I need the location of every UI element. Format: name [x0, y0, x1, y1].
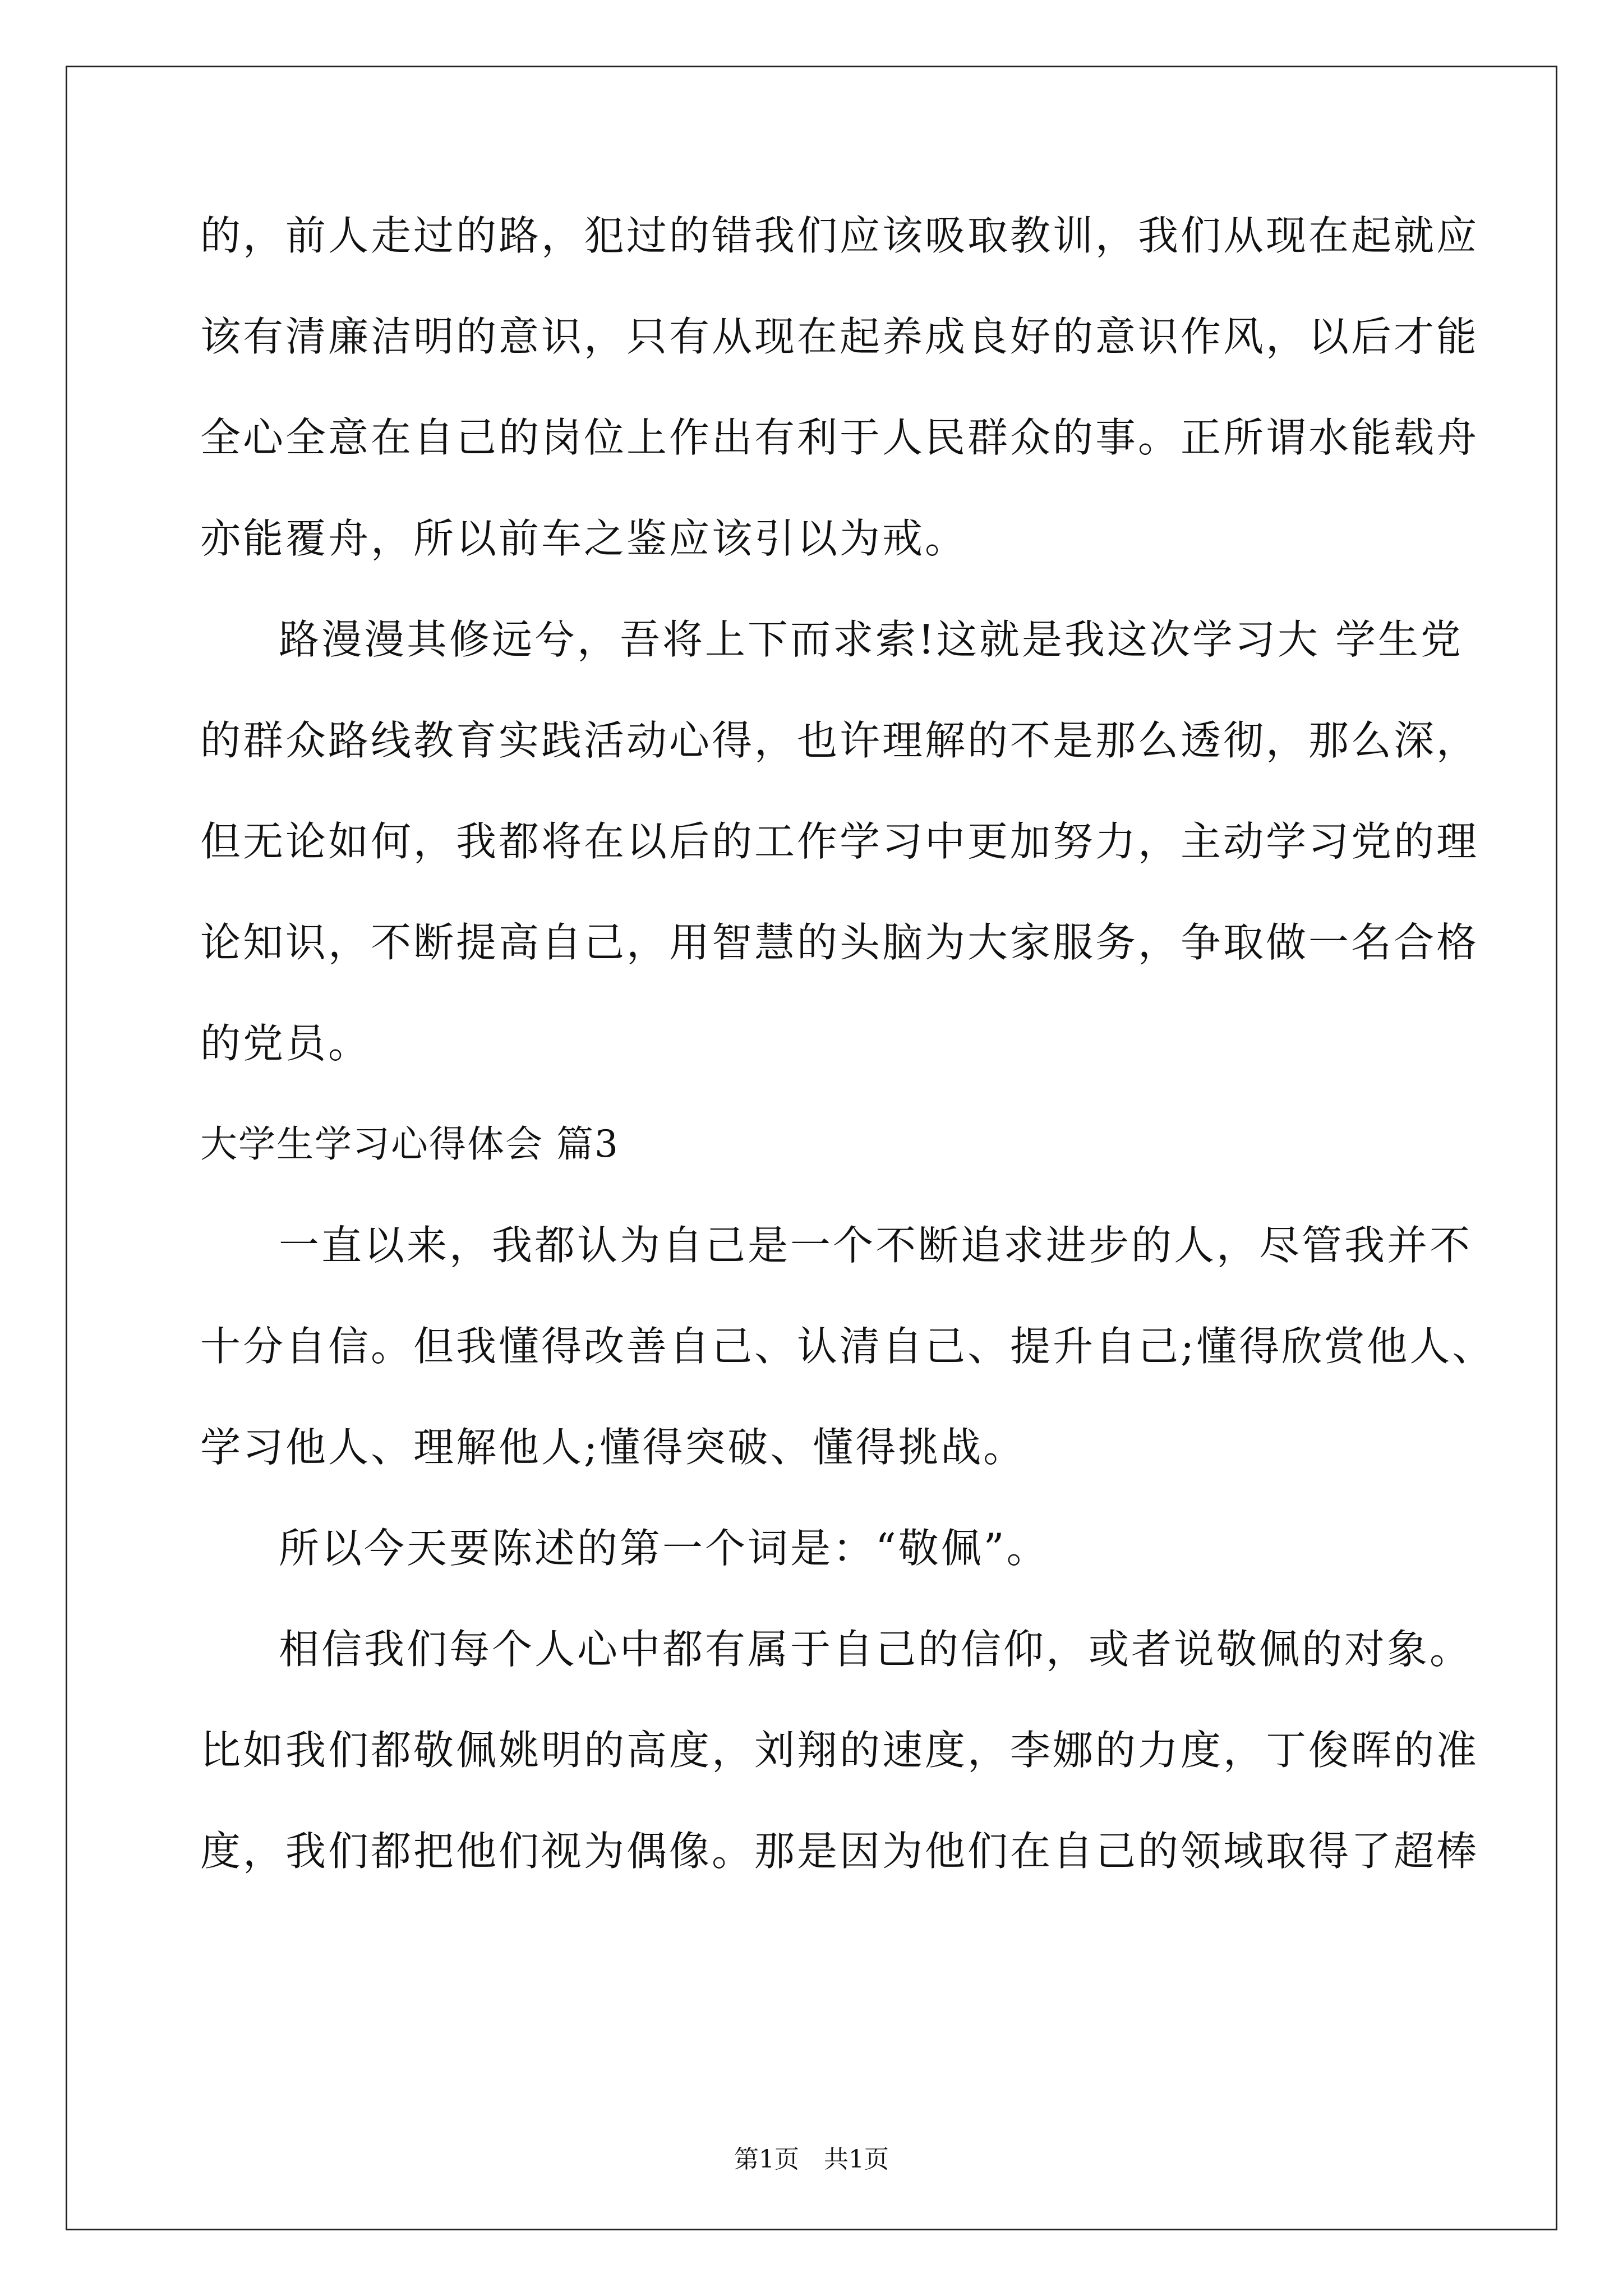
page-footer: 第1页 共1页: [734, 2145, 889, 2174]
text-line: 度，我们都把他们视为偶像。那是因为他们在自己的领域取得了超棒: [200, 1828, 1479, 1875]
section-heading: 大学生学习心得体会 篇3: [200, 1122, 619, 1166]
text-line: 的党员。: [200, 1020, 371, 1067]
text-line: 的，前人走过的路，犯过的错我们应该吸取教训，我们从现在起就应: [200, 212, 1479, 259]
text-line: 十分自信。但我懂得改善自己、认清自己、提升自己;懂得欣赏他人、: [200, 1323, 1495, 1370]
text-line: 学习他人、理解他人;懂得突破、懂得挑战。: [200, 1424, 1026, 1471]
text-line: 一直以来，我都认为自己是一个不断追求进步的人，尽管我并不: [279, 1222, 1473, 1269]
text-line: 比如我们都敬佩姚明的高度，刘翔的速度，李娜的力度，丁俊晖的准: [200, 1727, 1479, 1774]
text-line: 路漫漫其修远兮，吾将上下而求索!这就是我这次学习大 学生党: [279, 616, 1463, 663]
text-line: 但无论如何，我都将在以后的工作学习中更加努力，主动学习党的理: [200, 818, 1479, 865]
text-line: 全心全意在自己的岗位上作出有利于人民群众的事。正所谓水能载舟: [200, 414, 1479, 461]
text-line: 的群众路线教育实践活动心得，也许理解的不是那么透彻，那么深，: [200, 717, 1479, 764]
text-line: 所以今天要陈述的第一个词是：“敬佩”。: [279, 1525, 1049, 1572]
text-line: 该有清廉洁明的意识，只有从现在起养成良好的意识作风，以后才能: [200, 313, 1479, 360]
text-line: 相信我们每个人心中都有属于自己的信仰，或者说敬佩的对象。: [279, 1626, 1473, 1673]
text-line: 论知识，不断提高自己，用智慧的头脑为大家服务，争取做一名合格: [200, 919, 1479, 966]
text-line: 亦能覆舟，所以前车之鉴应该引以为戒。: [200, 515, 968, 562]
